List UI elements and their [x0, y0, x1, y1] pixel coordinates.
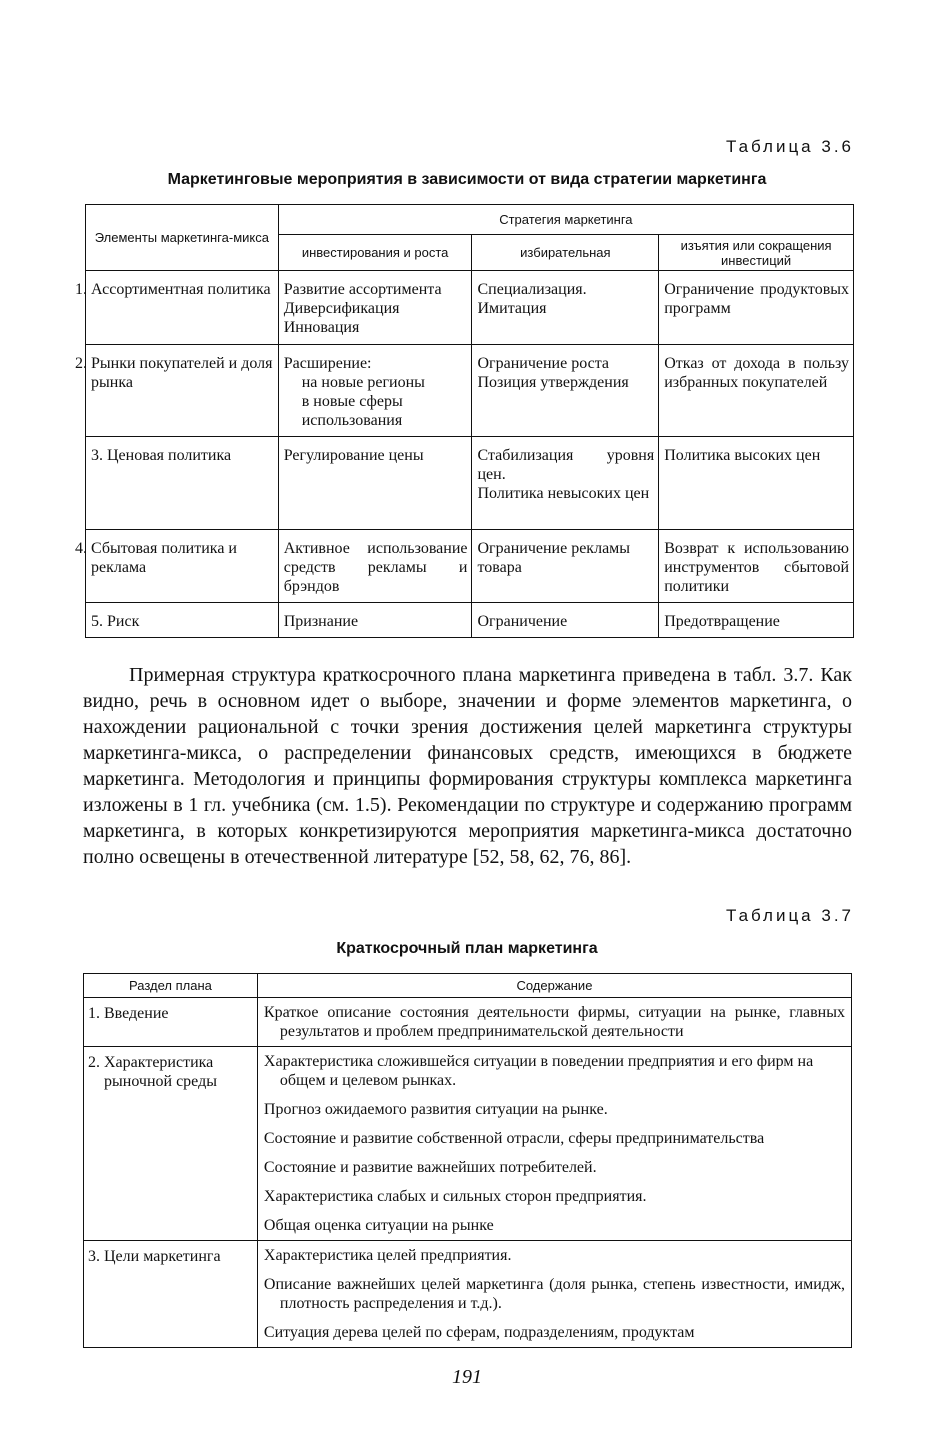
row-cell — [278, 345, 472, 437]
table-3-6-title: Маркетинговые мероприятия в зависимости от вида стратегии маркетинга — [167, 171, 767, 188]
row-cell — [278, 271, 472, 345]
cell-line: Инновация — [283, 319, 360, 336]
cell-line: Ограничение рекламы товара — [477, 540, 631, 576]
row-element: 4. Сбытовая политика и реклама — [86, 530, 279, 603]
table-row — [86, 345, 854, 437]
row-cell — [278, 437, 472, 530]
row-cell — [659, 603, 854, 638]
content-item: Состояние и развитие собственной отрасли, сферы предпринимательства — [263, 1130, 765, 1147]
content-item: Общая оценка ситуации на рынке — [263, 1217, 494, 1234]
cell-line: Позиция утверждения — [477, 374, 629, 391]
table-row — [84, 998, 852, 1047]
short-term-plan-table — [83, 973, 852, 1348]
header-col-investment: инвестирования и роста — [278, 235, 472, 271]
cell-line: Специализация. — [477, 281, 587, 298]
paragraph-text: Примерная структура краткосрочного плана маркетинга приведена в табл. 3.7. Как видно, речь в основном идет о выборе, значении и форме элементов маркетинга, о нахождении рациональной с точки зрения достижения целей маркетинга структуры маркетинга-микса, о распределении финансовых средств, имеющихся в бюджете маркетинга. Методология и принципы формирования структуры комплекса маркетинга изложены в 1 гл. учебника (см. 1.5). Рекомендации по структуре и содержанию программ маркетинга, в которых конкретизируются мероприятия маркетинга-микса достаточно полно освещены в отечественной литературе [52, 58, 62, 76, 86]. — [83, 664, 852, 868]
cell-line: Диверсификация — [283, 300, 400, 317]
content-item: Ситуация дерева целей по сферам, подразделениям, продуктам — [263, 1324, 695, 1341]
table-row — [84, 1241, 852, 1348]
content-item: Характеристика сложившейся ситуации в поведении предприятия и его фирм на общем и целевом рынках. — [263, 1053, 814, 1089]
row-cell — [472, 271, 659, 345]
cell-line: Признание — [283, 613, 359, 630]
cell-line: Активное использование средств рекламы и брэндов — [283, 540, 468, 595]
cell-line: Ограничение продуктовых программ — [664, 281, 849, 317]
row-element: 2. Рынки покупателей и доля рынка — [86, 345, 279, 437]
content-item: Характеристика целей предприятия. — [263, 1247, 512, 1264]
cell-line: на новые регионы — [301, 374, 425, 391]
cell-line: Политика невысоких цен — [477, 485, 650, 502]
cell-line: Политика высоких цен — [664, 447, 821, 464]
row-element: 1. Ассортиментная политика — [86, 271, 279, 345]
row-cell — [472, 603, 659, 638]
header-content: Содержание — [257, 974, 851, 998]
row-cell — [659, 345, 854, 437]
cell-line: Отказ от дохода в пользу избранных покупателей — [664, 355, 849, 391]
row-element: 5. Риск — [86, 603, 279, 638]
cell-line: Имитация — [477, 300, 547, 317]
cell-line: Возврат к использованию инструментов сбытовой политики — [664, 540, 849, 595]
content-item: Состояние и развитие важнейших потребителей. — [263, 1159, 597, 1176]
table-3-6-label: Таблица 3.6 — [725, 137, 854, 156]
row-content — [257, 1241, 851, 1348]
header-elements: Элементы маркетинга-микса — [86, 205, 279, 271]
cell-line: Расширение: — [283, 355, 372, 372]
row-content — [257, 1047, 851, 1241]
cell-line: Предотвращение — [664, 613, 780, 630]
row-cell — [472, 345, 659, 437]
marketing-activities-table — [75, 204, 854, 638]
table-row — [86, 530, 854, 603]
row-content — [257, 998, 851, 1047]
cell-line: в новые сферы использования — [301, 393, 403, 429]
header-strategy: Стратегия маркетинга — [278, 205, 853, 235]
cell-line: Регулирование цены — [283, 447, 424, 464]
header-col-withdrawal: изъятия или сокращения инвестиций — [659, 235, 854, 271]
row-cell — [472, 530, 659, 603]
body-paragraph — [83, 662, 852, 870]
row-section: 3. Цели маркетинга — [84, 1241, 258, 1348]
content-item: Характеристика слабых и сильных сторон предприятия. — [263, 1188, 647, 1205]
row-cell — [472, 437, 659, 530]
content-item: Краткое описание состояния деятельности фирмы, ситуации на рынке, главных результатов и проблем предпринимательской деятельности — [263, 1004, 845, 1040]
table-row — [86, 437, 854, 530]
table-3-7-title: Краткосрочный план маркетинга — [336, 940, 598, 957]
cell-line: Ограничение — [477, 613, 568, 630]
row-cell — [659, 437, 854, 530]
row-cell — [659, 271, 854, 345]
cell-line: Ограничение роста — [477, 355, 609, 372]
table-3-7-label: Таблица 3.7 — [725, 906, 854, 925]
table-row — [86, 271, 854, 345]
row-section: 1. Введение — [84, 998, 258, 1047]
header-section: Раздел плана — [84, 974, 258, 998]
table-row — [84, 1047, 852, 1241]
row-cell — [278, 603, 472, 638]
content-item: Прогноз ожидаемого развития ситуации на рынке. — [263, 1101, 608, 1118]
header-col-selective: избирательная — [472, 235, 659, 271]
table-row — [86, 603, 854, 638]
row-cell — [278, 530, 472, 603]
row-element: 3. Ценовая политика — [86, 437, 279, 530]
row-cell — [659, 530, 854, 603]
cell-line: Развитие ассортимента — [283, 281, 442, 298]
page-number: 191 — [452, 1366, 482, 1388]
row-section: 2. Характеристика рыночной среды — [84, 1047, 258, 1241]
cell-line: Стабилизация уровня цен. — [477, 447, 655, 483]
content-item: Описание важнейших целей маркетинга (доля рынка, степень известности, имидж, плотность распределения и т.д.). — [263, 1276, 845, 1312]
